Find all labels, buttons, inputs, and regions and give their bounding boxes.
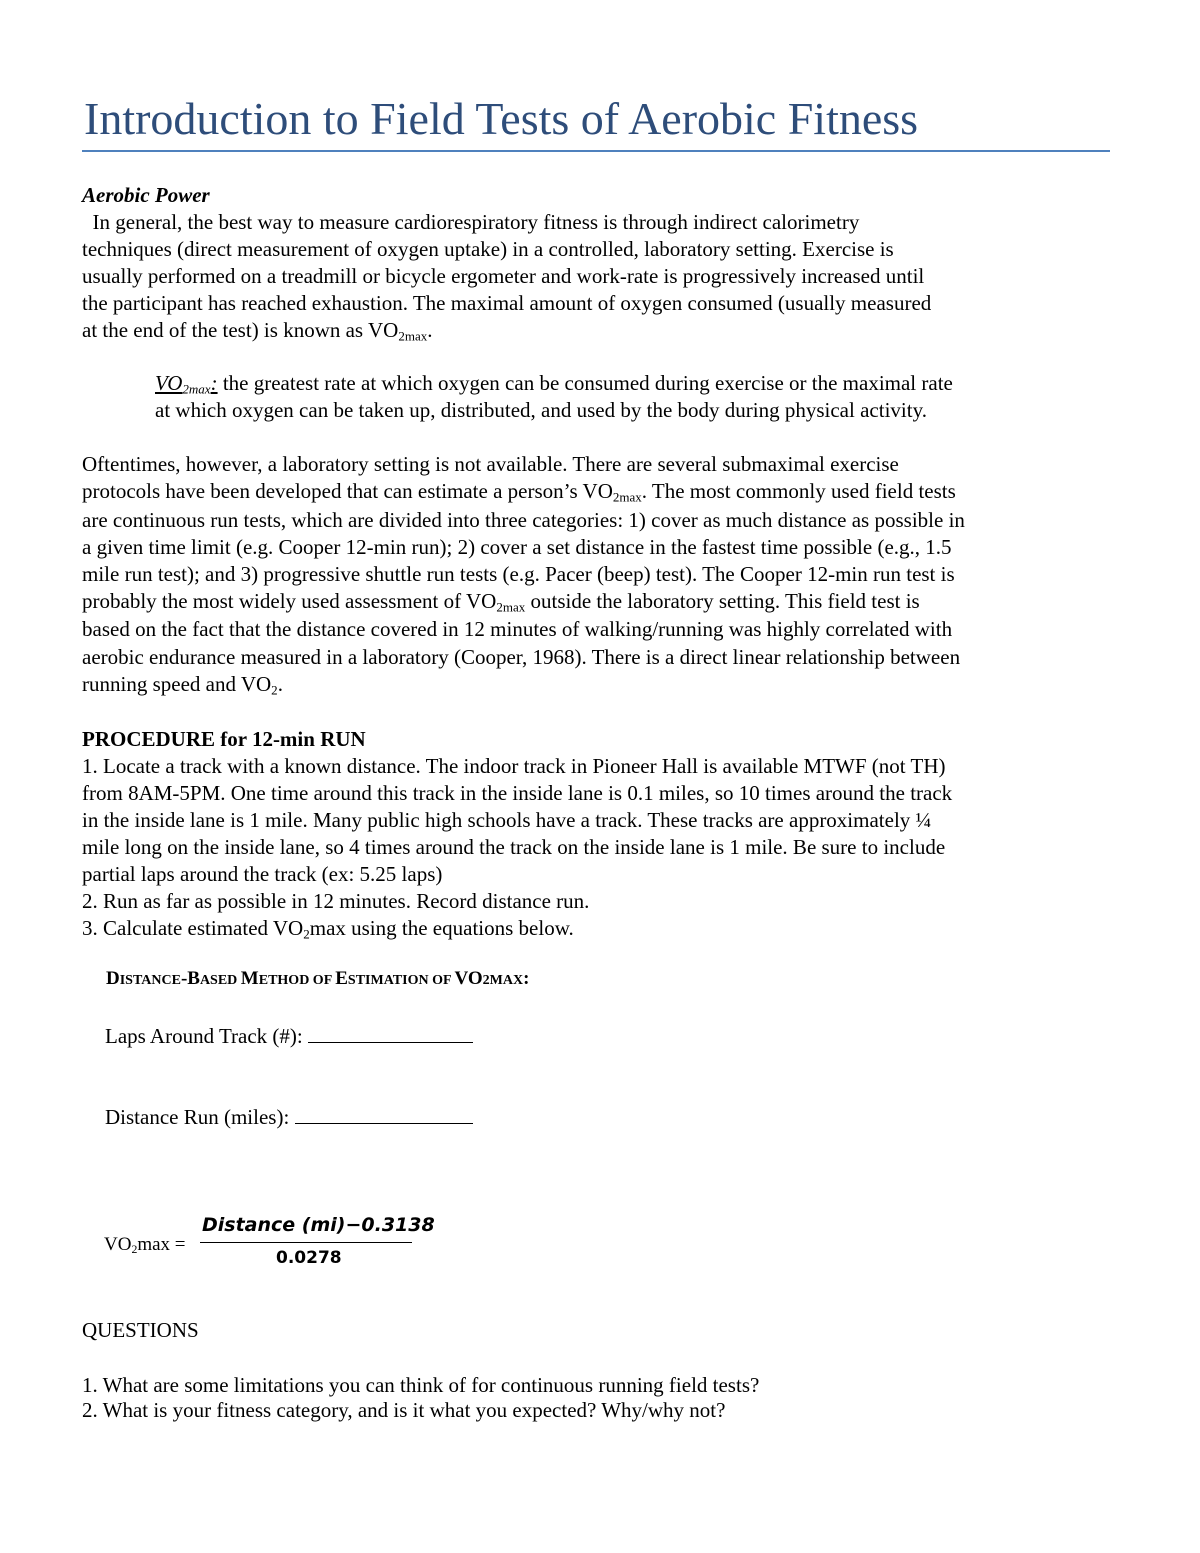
aerobic-power-heading: Aerobic Power (82, 183, 210, 207)
question-1: 1. What are some limitations you can think of for continuous running field tests? (82, 1373, 760, 1397)
field-tests-line-3: are continuous run tests, which are divided into three categories: 1) cover as much distance as possible in (82, 508, 965, 532)
procedure-line-4: mile long on the inside lane, so 4 times around the track on the inside lane is 1 mile. Be sure to include (82, 835, 946, 859)
distance-field (105, 1105, 473, 1128)
field-tests-line-2: protocols have been developed that can estimate a person’s $VO_{2max}$. The most commonly used field tests (82, 479, 956, 505)
text: at the end of the test) is known as VO (82, 318, 399, 342)
distance-blank[interactable] (295, 1105, 473, 1124)
definition-text: the greatest rate at which oxygen can be consumed during exercise or the maximal rate (217, 371, 953, 395)
procedure-line-7: 3. Calculate estimated $VO_2\max$ using the equations below. (82, 916, 574, 942)
question-2: 2. What is your fitness category, and is it what you expected? Why/why not? (82, 1398, 726, 1422)
procedure-line-3: in the inside lane is 1 mile. Many public high schools have a track. These tracks are approximately ¼ (82, 808, 932, 832)
field-tests-line-4: a given time limit (e.g. Cooper 12-min run); 2) cover a set distance in the fastest time possible (e.g., 1.5 (82, 535, 952, 559)
formula-numerator: Distance (mi)−0.3138 (202, 1214, 435, 1236)
aerobic-power-line-5 (82, 318, 433, 344)
field-tests-line-6: probably the most widely used assessment of $VO_{2max}$ outside the laboratory setting. This field test is (82, 589, 920, 615)
method-heading: DISTANCE-BASED METHOD OF ESTIMATION OF VO2MAX: (106, 968, 530, 989)
procedure-line-1: 1. Locate a track with a known distance. The indoor track in Pioneer Hall is available MTWF (not TH) (82, 754, 946, 778)
subscript: 2max (398, 328, 428, 344)
field-tests-line-8: aerobic endurance measured in a laboratory (Cooper, 1968). There is a direct linear relationship between (82, 645, 961, 669)
formula-denominator: 0.0278 (276, 1248, 342, 1268)
definition-line-1 (155, 371, 953, 397)
field-tests-line-1: Oftentimes, however, a laboratory setting is not available. There are several submaximal exercise (82, 452, 899, 476)
field-tests-line-5: mile run test); and 3) progressive shuttle run tests (e.g. Pacer (beep) test). The Cooper 12-min run test is (82, 562, 955, 586)
text: . (427, 318, 433, 342)
aerobic-power-line-1: In general, the best way to measure cardiorespiratory fitness is through indirect calorimetry (82, 210, 860, 234)
page-title: Introduction to Field Tests of Aerobic Fitness (84, 93, 919, 144)
laps-field (105, 1024, 473, 1047)
aerobic-power-line-2: techniques (direct measurement of oxygen uptake) in a controlled, laboratory setting. Exercise is (82, 237, 894, 261)
laps-blank[interactable] (308, 1024, 473, 1043)
aerobic-power-line-4: the participant has reached exhaustion. The maximal amount of oxygen consumed (usually measured (82, 291, 932, 315)
field-tests-line-7: based on the fact that the distance covered in 12 minutes of walking/running was highly correlated with (82, 617, 953, 641)
procedure-line-2: from 8AM-5PM. One time around this track in the inside lane is 0.1 miles, so 10 times around the track (82, 781, 953, 805)
procedure-line-6: 2. Run as far as possible in 12 minutes. Record distance run. (82, 889, 590, 913)
procedure-heading: PROCEDURE for 12-min RUN (82, 727, 366, 751)
formula-fraction-bar (200, 1242, 412, 1243)
distance-label: Distance Run (miles): (105, 1105, 295, 1129)
definition-term: $VO_{2max}$: (155, 371, 218, 397)
definition-line-2: at which oxygen can be taken up, distributed, and used by the body during physical activity. (155, 398, 927, 422)
title-rule (82, 150, 1110, 152)
field-tests-line-9: running speed and $VO_2$. (82, 672, 283, 698)
laps-label: Laps Around Track (#): (105, 1024, 308, 1048)
procedure-line-5: partial laps around the track (ex: 5.25 laps) (82, 862, 443, 886)
aerobic-power-line-3: usually performed on a treadmill or bicycle ergometer and work-rate is progressively increased until (82, 264, 925, 288)
vo2max-formula (104, 1212, 434, 1272)
formula-lhs: $VO_2\max$ = (104, 1234, 186, 1256)
questions-heading: QUESTIONS (82, 1318, 199, 1342)
